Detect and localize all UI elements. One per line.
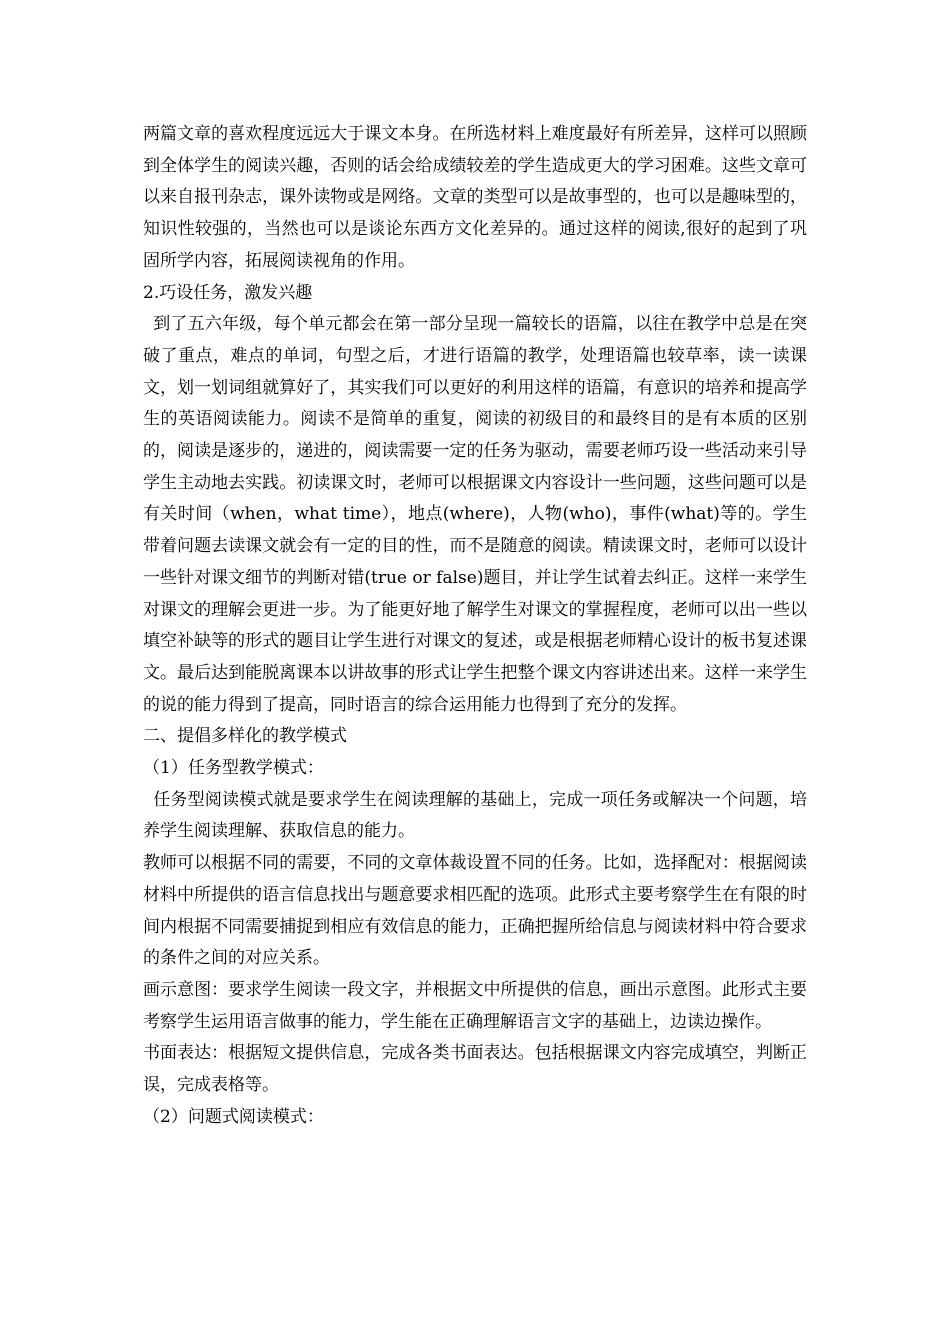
paragraph-diagram: 画示意图：要求学生阅读一段文字，并根据文中所提供的信息，画出示意图。此形式主要考察学生运用语言做事的能力，学生能在正确理解语言文字的基础上，边读边操作。 bbox=[143, 979, 807, 1032]
paragraph-task-design: 到了五六年级，每个单元都会在第一部分呈现一篇较长的语篇，以往在教学中总是在突破了重点，难点的单词，句型之后，才进行语篇的教学，处理语篇也较草率，读一读课文，划一划词组就算好了，其实我们可以更好的利用这样的语篇，有意识的培养和提高学生的英语阅读能力。阅读不是简单的重复，阅读的初级目的和最终目的是有本质的区别的，阅读是逐步的，递进的，阅读需要一定的任务为驱动，需要老师巧设一些活动来引导学生主动地去实践。初读课文时，老师可以根据课文内容设计一些问题，这些问题可以是有关时间（when，what time），地点(where)，人物(who)，事件(what)等的。学生带着问题去读课文就会有一定的目的性，而不是随意的阅读。精读课文时，老师可以设计一些针对课文细节的判断对错(true or false)题目，并让学生试着去纠正。这样一来学生对课文的理解会更进一步。为了能更好地了解学生对课文的掌握程度，老师可以出一些以填空补缺等的形式的题目让学生进行对课文的复述，或是根据老师精心设计的板书复述课文。最后达到能脱离课本以讲故事的形式让学生把整个课文内容讲述出来。这样一来学生的说的能力得到了提高，同时语言的综合运用能力也得到了充分的发挥。 bbox=[143, 314, 807, 715]
document-body bbox=[143, 119, 807, 1134]
paragraph-matching: 教师可以根据不同的需要，不同的文章体裁设置不同的任务。比如，选择配对：根据阅读材料中所提供的语言信息找出与题意要求相匹配的选项。此形式主要考察学生在有限的时间内根据不同需要捕捉到相应有效信息的能力，正确把握所给信息与阅读材料中符合要求的条件之间的对应关系。 bbox=[143, 853, 807, 969]
subheading-task-based-mode: （1）任务型教学模式： bbox=[143, 758, 324, 779]
subheading-question-based-mode: （2）问题式阅读模式： bbox=[143, 1106, 324, 1127]
subheading-task-design: 2.巧设任务，激发兴趣 bbox=[143, 282, 313, 303]
section-heading-teaching-modes: 二、提倡多样化的教学模式 bbox=[143, 726, 347, 747]
paragraph-task-based-definition: 任务型阅读模式就是要求学生在阅读理解的基础上，完成一项任务或解决一个问题，培养学生阅读理解、获取信息的能力。 bbox=[143, 789, 807, 842]
paragraph-intro: 两篇文章的喜欢程度远远大于课文本身。在所选材料上难度最好有所差异，这样可以照顾到全体学生的阅读兴趣，否则的话会给成绩较差的学生造成更大的学习困难。这些文章可以来自报刊杂志，课外读物或是网络。文章的类型可以是故事型的，也可以是趣味型的，知识性较强的，当然也可以是谈论东西方文化差异的。通过这样的阅读,很好的起到了巩固所学内容，拓展阅读视角的作用。 bbox=[143, 124, 807, 271]
paragraph-written-expression: 书面表达：根据短文提供信息，完成各类书面表达。包括根据课文内容完成填空，判断正误，完成表格等。 bbox=[143, 1043, 807, 1096]
